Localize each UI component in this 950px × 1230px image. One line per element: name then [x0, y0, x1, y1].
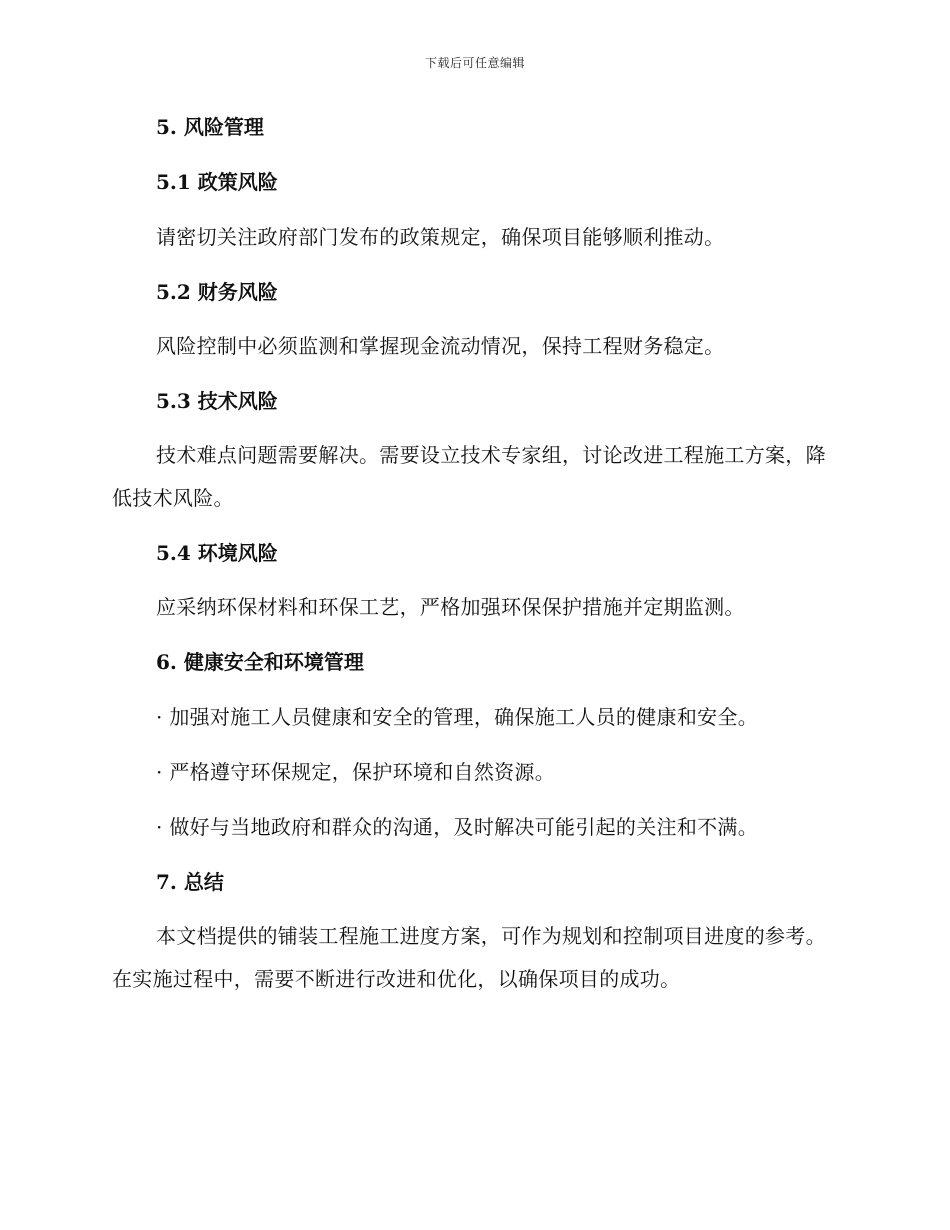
section-7-paragraph: 本文档提供的铺装工程施工进度方案，可作为规划和控制项目进度的参考。在实施过程中，需要不断进行改进和优化，以确保项目的成功。: [112, 924, 826, 991]
section-5-1-paragraph: 请密切关注政府部门发布的政策规定，确保项目能够顺利推动。: [156, 225, 725, 249]
section-5-1-heading: 5.1 政策风险: [156, 170, 278, 194]
section-6-bullet-3: · 做好与当地政府和群众的沟通，及时解决可能引起的关注和不满。: [156, 815, 759, 839]
page-header-note: 下载后可任意编辑: [424, 56, 525, 70]
section-6-bullet-1: · 加强对施工人员健康和安全的管理，确保施工人员的健康和安全。: [156, 705, 759, 729]
section-5-heading: 5. 风险管理: [156, 115, 264, 139]
section-5-3-paragraph: 技术难点问题需要解决。需要设立技术专家组，讨论改进工程施工方案，降低技术风险。: [112, 443, 826, 510]
section-6-heading: 6. 健康安全和环境管理: [156, 650, 364, 674]
section-5-2-paragraph: 风险控制中必须监测和掌握现金流动情况，保持工程财务稳定。: [156, 334, 725, 358]
section-5-3-heading: 5.3 技术风险: [156, 389, 278, 413]
section-5-2-heading: 5.2 财务风险: [156, 280, 278, 304]
section-5-4-heading: 5.4 环境风险: [156, 541, 278, 565]
section-6-bullet-2: · 严格遵守环保规定，保护环境和自然资源。: [156, 760, 556, 784]
section-5-4-paragraph: 应采纳环保材料和环保工艺，严格加强环保保护措施并定期监测。: [156, 595, 745, 619]
section-7-heading: 7. 总结: [156, 870, 224, 894]
